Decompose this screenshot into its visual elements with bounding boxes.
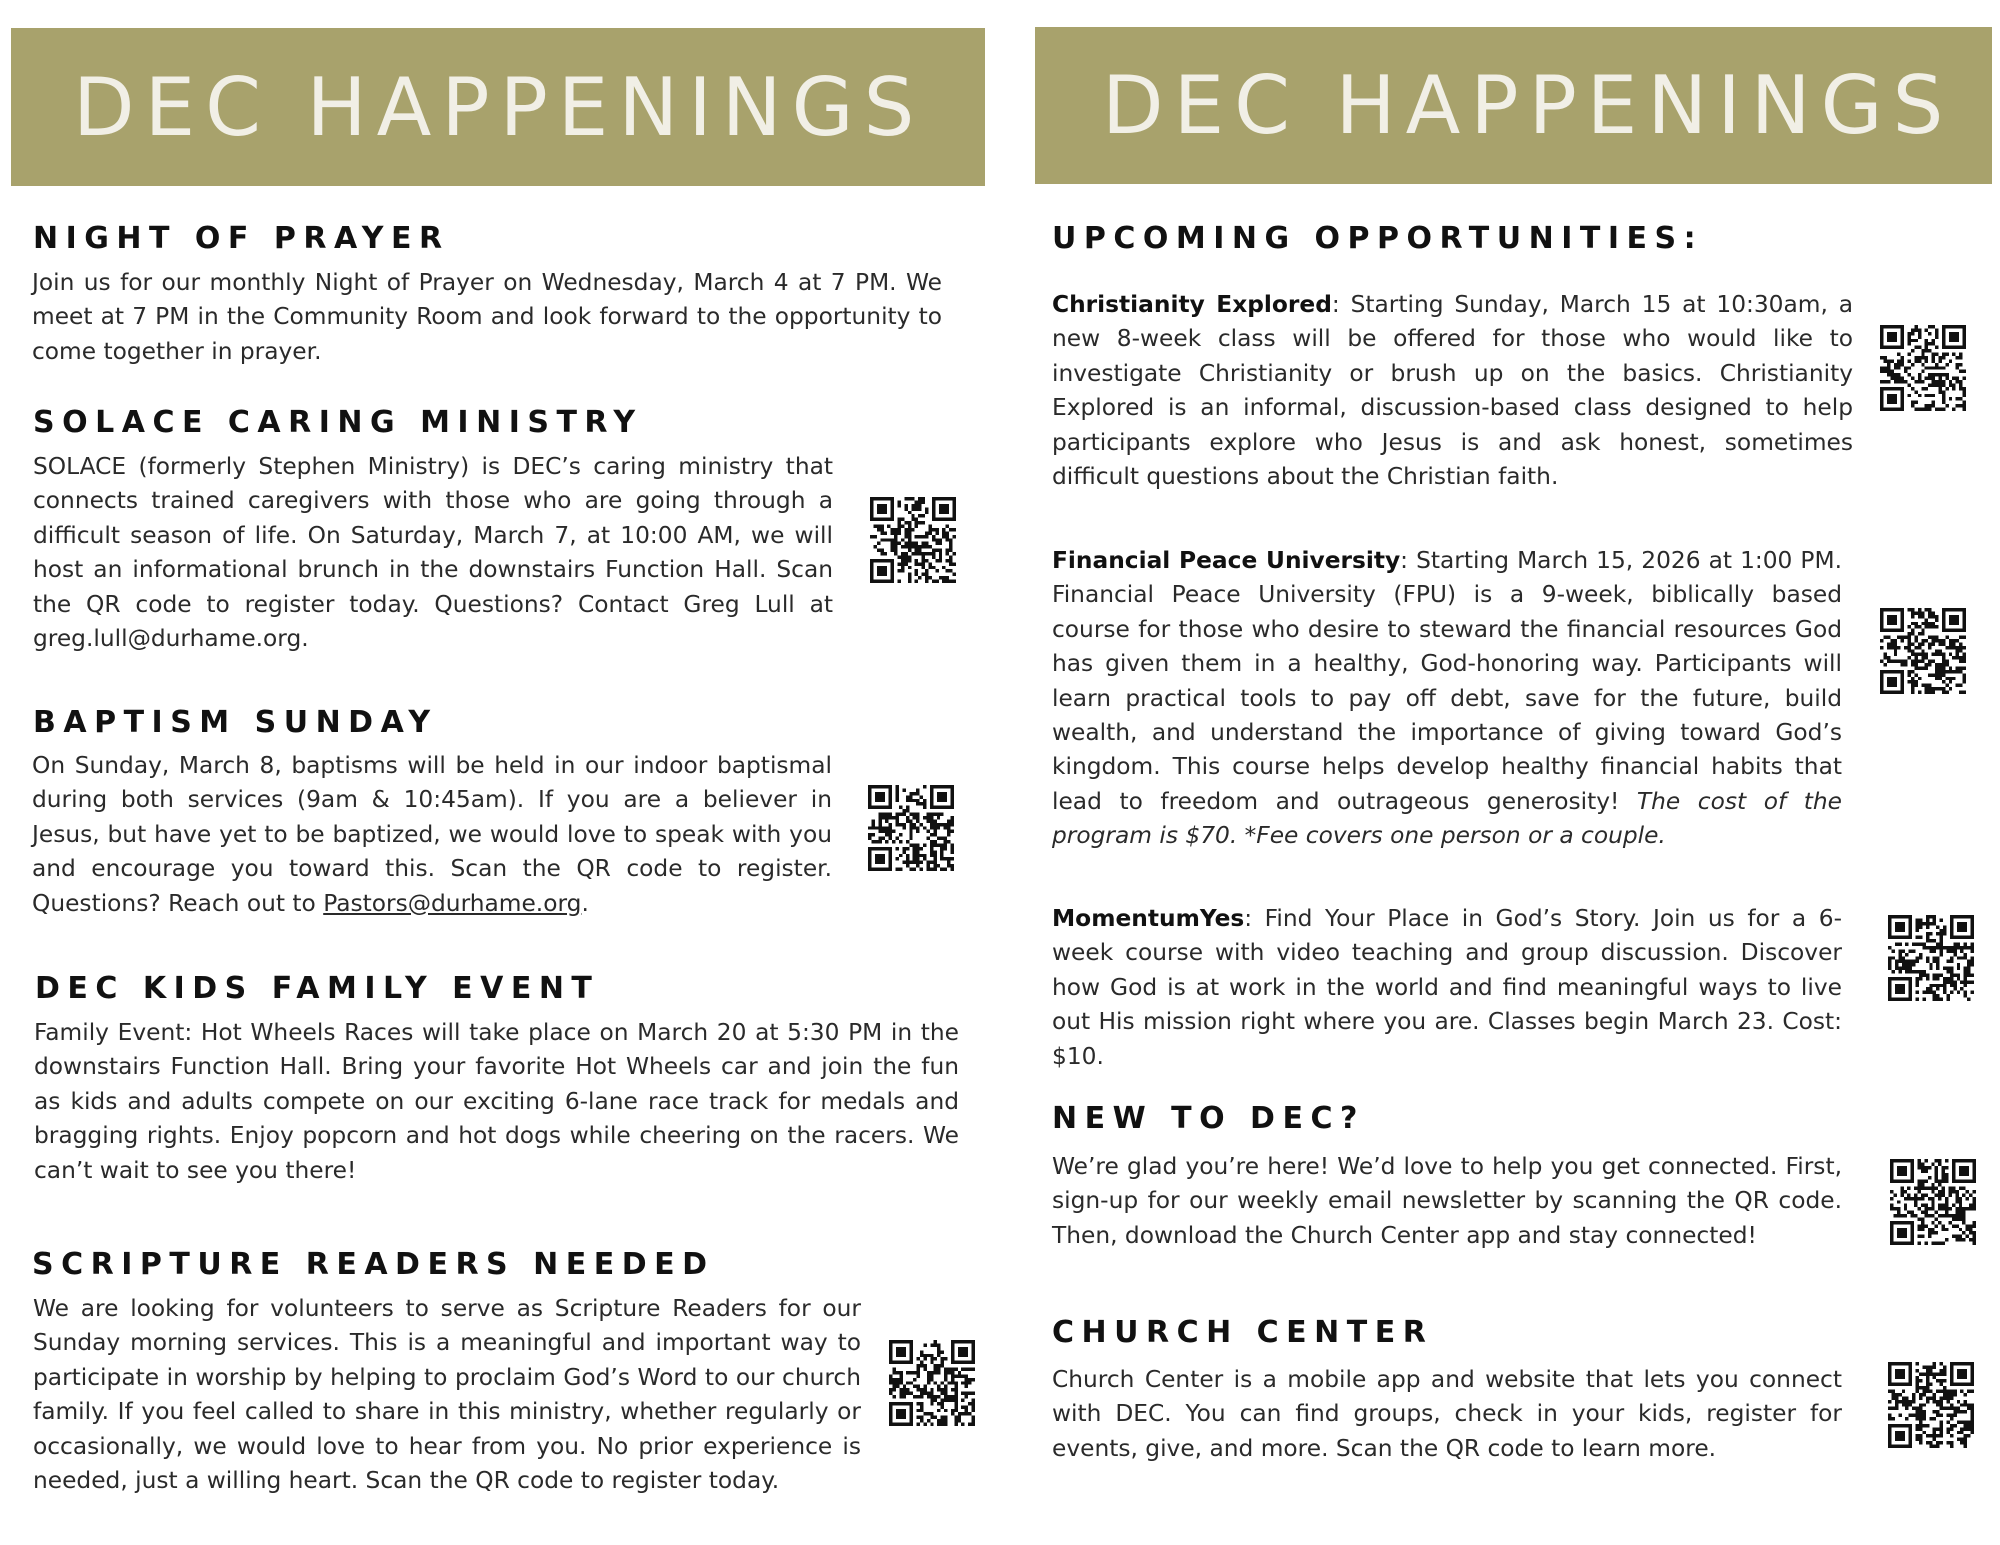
financial-peace-text bbox=[1052, 544, 1842, 854]
baptism-sunday-end: . bbox=[581, 889, 589, 917]
baptism-sunday-heading: BAPTISM SUNDAY bbox=[33, 705, 438, 740]
church-center-heading: CHURCH CENTER bbox=[1052, 1315, 1434, 1350]
christianity-explored-text bbox=[1052, 288, 1853, 494]
left-banner-title: DEC HAPPENINGS bbox=[73, 60, 925, 154]
scripture-readers-text: We are looking for volunteers to serve as Scripture Readers for our Sunday morning services. This is a meaningful and important way to participate in worship by helping to proclaim God’s Word to our church family. If you feel called to share in this ministry, whether regularly or occasionally, we would love to hear from you. No prior experience is needed, just a willing heart. Scan the QR code to register today. bbox=[33, 1295, 861, 1495]
solace-text: SOLACE (formerly Stephen Ministry) is DEC’s caring ministry that connects trained caregivers with those who are going through a difficult season of life. On Saturday, March 7, at 10:00 AM, we will host an informational brunch in the downstairs Function Hall. Scan the QR code to register today. Questions? Contact Greg Lull at greg.lull@durhame.org. bbox=[33, 453, 833, 653]
night-of-prayer-text: Join us for our monthly Night of Prayer on Wednesday, March 4 at 7 PM. We meet at 7 PM in the Community Room and look forward to the opportunity to come together in prayer. bbox=[32, 269, 942, 365]
momentumyes-label: MomentumYes bbox=[1052, 905, 1245, 932]
financial-peace-label: Financial Peace University bbox=[1052, 547, 1401, 574]
christianity-explored-body: : Starting Sunday, March 15 at 10:30am, a new 8-week class will be offered for those who would like to investigate Christianity or brush up on the basics. Christianity Explored is an informal, discussion-based class designed to help participants explore who Jesus is and ask honest, sometimes difficult questions about the Christian faith. bbox=[1052, 291, 1854, 491]
momentumyes-qr-code-icon[interactable] bbox=[1888, 915, 1974, 1001]
new-to-dec-text: We’re glad you’re here! We’d love to help you get connected. First, sign-up for our weekly email newsletter by scanning the QR code. Then, download the Church Center app and stay connected! bbox=[1052, 1153, 1842, 1249]
kids-family-event-text: Family Event: Hot Wheels Races will take place on March 20 at 5:30 PM in the downstairs Function Hall. Bring your favorite Hot Wheels car and join the fun as kids and adults compete on our exciting 6-lane race track for medals and bragging rights. Enjoy popcorn and hot dogs while cheering on the racers. We can’t wait to see you there! bbox=[34, 1019, 959, 1184]
pastors-email-link[interactable]: Pastors@durhame.org bbox=[323, 889, 582, 917]
kids-family-event-heading: DEC KIDS FAMILY EVENT bbox=[35, 971, 600, 1006]
baptism-sunday-text bbox=[32, 749, 832, 921]
momentumyes-body: : Find Your Place in God’s Story. Join us for a 6-week course with video teaching and group discussion. Discover how God is at work in the world and find meaningful ways to live out His mission right where you are. Classes begin March 23. Cost: $10. bbox=[1052, 905, 1842, 1070]
solace-heading: SOLACE CARING MINISTRY bbox=[33, 405, 643, 440]
new-to-dec-heading: NEW TO DEC? bbox=[1052, 1101, 1365, 1136]
scripture-readers-heading: SCRIPTURE READERS NEEDED bbox=[32, 1247, 715, 1282]
right-banner-title: DEC HAPPENINGS bbox=[1102, 59, 1954, 152]
solace-qr-code-icon[interactable] bbox=[870, 497, 956, 583]
church-center-qr-code-icon[interactable] bbox=[1888, 1362, 1974, 1448]
financial-peace-qr-code-icon[interactable] bbox=[1880, 608, 1966, 694]
christianity-explored-label: Christianity Explored bbox=[1052, 291, 1332, 318]
night-of-prayer-heading: NIGHT OF PRAYER bbox=[33, 221, 450, 256]
left-banner bbox=[11, 28, 985, 186]
christianity-explored-qr-code-icon[interactable] bbox=[1880, 325, 1966, 411]
momentumyes-text bbox=[1052, 902, 1842, 1074]
scripture-readers-qr-code-icon[interactable] bbox=[889, 1340, 975, 1426]
financial-peace-body: : Starting March 15, 2026 at 1:00 PM. Financial Peace University (FPU) is a 9-week, biblically based course for those who desire to steward the financial resources God has given them in a healthy, God-honoring way. Participants will learn practical tools to pay off debt, save for the future, build wealth, and understand the importance of giving toward God’s kingdom. This course helps develop healthy financial habits that lead to freedom and outrageous generosity! bbox=[1052, 547, 1842, 815]
new-to-dec-qr-code-icon[interactable] bbox=[1890, 1159, 1976, 1245]
financial-peace-cost: The cost of the program is $70. *Fee covers one person or a couple. bbox=[1052, 787, 1842, 850]
baptism-sunday-body: On Sunday, March 8, baptisms will be held in our indoor baptismal during both services (9am & 10:45am). If you are a believer in Jesus, but have yet to be baptized, we would love to speak with you and encourage you toward this. Scan the QR code to register. Questions? Reach out to bbox=[32, 752, 832, 917]
right-banner bbox=[1035, 27, 1992, 184]
upcoming-opportunities-heading: UPCOMING OPPORTUNITIES: bbox=[1052, 221, 1704, 256]
baptism-qr-code-icon[interactable] bbox=[868, 785, 954, 871]
church-center-text: Church Center is a mobile app and website that lets you connect with DEC. You can find groups, check in your kids, register for events, give, and more. Scan the QR code to learn more. bbox=[1052, 1366, 1842, 1462]
